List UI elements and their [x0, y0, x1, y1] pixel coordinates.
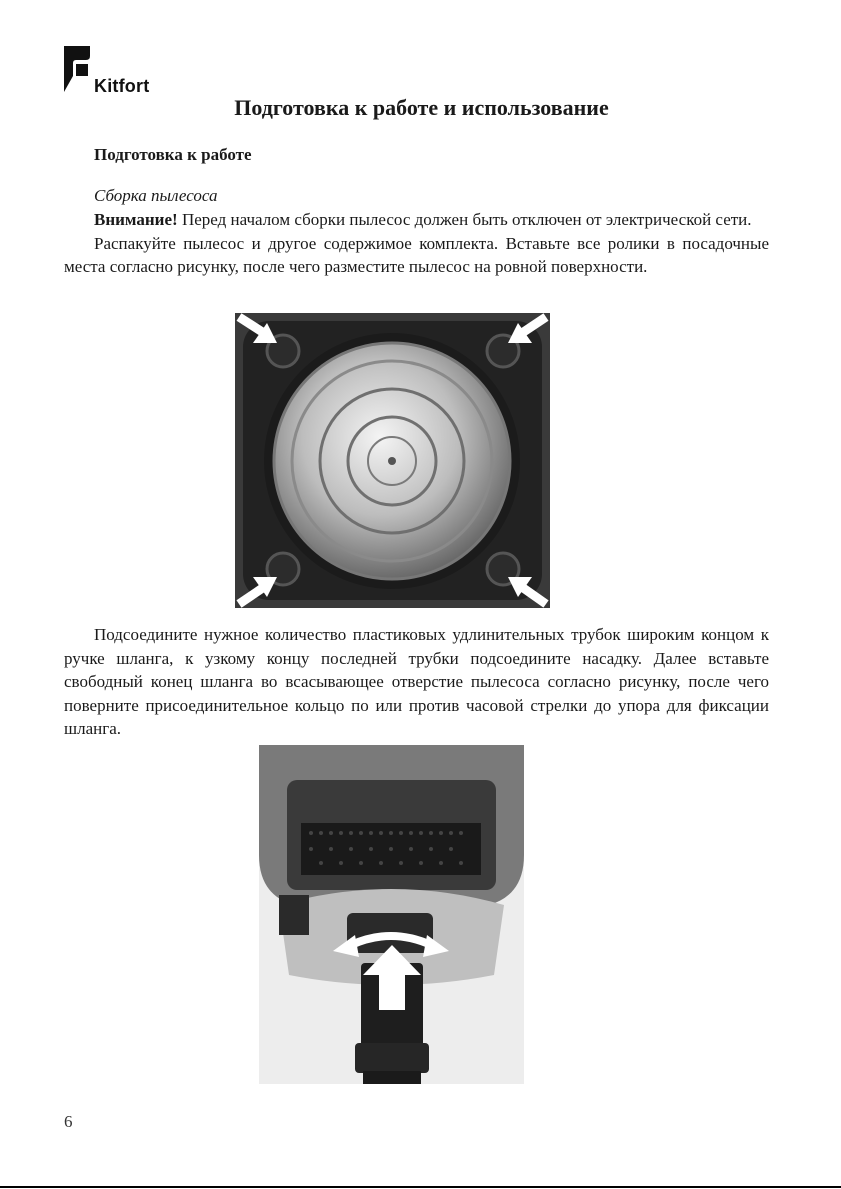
warning-label: Внимание!: [94, 210, 178, 229]
page-number: 6: [64, 1112, 73, 1131]
hose-paragraph: Подсоедините нужное количество пластиковых удлинительных трубок широким концом к ручке шланга, к узкому концу последней трубки подсоедините насадку. Далее вставьте свободный конец шланга во всасывающее отверстие пылесоса согласно рисунку, после чего поверните присоединительное кольцо по или против часовой стрелки до упора для фиксации шланга.: [64, 625, 769, 738]
subsection-title: Сборка пылесоса: [94, 186, 218, 205]
warning-paragraph: [64, 208, 769, 232]
page-title: Подготовка к работе и использование: [234, 95, 609, 120]
kitfort-logo-text: Kitfort: [94, 76, 150, 96]
unpack-paragraph: Распакуйте пылесос и другое содержимое комплекта. Вставьте все ролики в посадочные места согласно рисунку, после чего разместите пылесос на ровной поверхности.: [64, 233, 769, 276]
kitfort-logo: [64, 46, 164, 96]
hose-connection-photo: [259, 745, 524, 1084]
kitfort-logo-mark-icon: [64, 46, 92, 92]
warning-text: Перед началом сборки пылесос должен быть отключен от электрической сети.: [177, 210, 752, 229]
vacuum-top-view-photo: [235, 313, 550, 608]
bottom-rule: [0, 1186, 841, 1188]
assembly-text: [64, 208, 769, 279]
hose-text: [64, 623, 769, 741]
section-title: Подготовка к работе: [94, 145, 252, 164]
